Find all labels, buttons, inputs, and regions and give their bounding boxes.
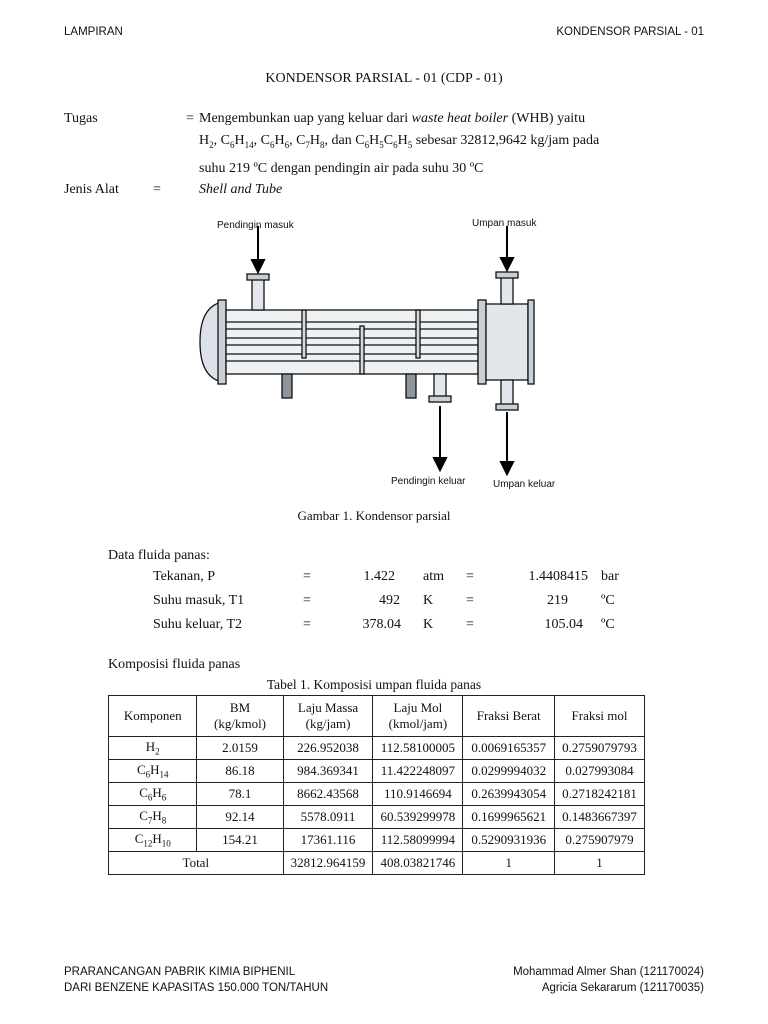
tugas-line1	[199, 111, 585, 127]
label-coolant-in: Pendingin masuk	[217, 220, 294, 231]
hot-row-0-name: Tekanan, P	[153, 569, 216, 584]
cell-fb: 0.0299994032	[463, 760, 555, 783]
col-laju-mol: Laju Mol (kmol/jam)	[373, 696, 463, 737]
cell-mass: 5578.0911	[283, 806, 373, 829]
table-row	[109, 829, 645, 852]
table-total-row	[109, 852, 645, 875]
table-row	[109, 806, 645, 829]
jenis-label: Jenis Alat	[64, 182, 119, 197]
footer-left-2: DARI BENZENE KAPASITAS 150.000 TON/TAHUN	[64, 982, 329, 994]
tugas-line1-italic: waste heat boiler	[411, 111, 509, 126]
col-laju-massa: Laju Massa (kg/jam)	[283, 696, 373, 737]
col-bm: BM (kg/kmol)	[197, 696, 283, 737]
hot-row-1-eq1: =	[303, 593, 311, 608]
cell-mass: 8662.43568	[283, 783, 373, 806]
hot-row-0-v1: 1.422	[363, 569, 395, 584]
jenis-eq: =	[153, 182, 161, 197]
cell-bm: 154.21	[197, 829, 283, 852]
hot-row-1-u2: ºC	[601, 593, 615, 608]
cell-fm: 0.2718242181	[555, 783, 645, 806]
composition-table	[108, 695, 645, 875]
composition-heading: Komposisi fluida panas	[108, 657, 241, 672]
cell-mol: 60.539299978	[373, 806, 463, 829]
hot-row-2-v2: 105.04	[544, 617, 583, 632]
hot-row-0-u1: atm	[423, 569, 444, 584]
cell-fm: 0.027993084	[555, 760, 645, 783]
tugas-line3: suhu 219 ºC dengan pendingin air pada suhu 30 ºC	[199, 161, 484, 176]
cell-bm: 92.14	[197, 806, 283, 829]
condenser-diagram	[190, 212, 580, 497]
hot-row-2-u2: ºC	[601, 617, 615, 632]
footer-right-1: Mohammad Almer Shan (121170024)	[513, 966, 704, 978]
cell-mass: 226.952038	[283, 737, 373, 760]
cell-total-fm: 1	[555, 852, 645, 875]
cell-bm: 78.1	[197, 783, 283, 806]
cell-fm: 0.275907979	[555, 829, 645, 852]
cell-mol: 112.58100005	[373, 737, 463, 760]
cell-komponen: $H_2$	[109, 737, 197, 760]
hot-row-1-name: Suhu masuk, T1	[153, 593, 245, 608]
hot-row-1-eq2: =	[466, 593, 474, 608]
cell-total-mass: 32812.964159	[283, 852, 373, 875]
hot-row-2-u1: K	[423, 617, 434, 632]
col-fraksi-mol: Fraksi mol	[555, 696, 645, 737]
cell-fb: 0.1699965621	[463, 806, 555, 829]
figure-caption: Gambar 1. Kondensor parsial	[297, 508, 451, 523]
jenis-value: Shell and Tube	[199, 182, 283, 197]
hot-row-1-v2: 219	[547, 593, 568, 608]
cell-total-fb: 1	[463, 852, 555, 875]
hot-row-0-eq1: =	[303, 569, 311, 584]
label-feed-out: Umpan keluar	[493, 479, 556, 490]
cell-mol: 11.422248097	[373, 760, 463, 783]
footer-right-2: Agricia Sekararum (121170035)	[541, 982, 704, 994]
header-left: LAMPIRAN	[64, 26, 123, 38]
tugas-line1-pre: Mengembunkan uap yang keluar dari	[199, 111, 412, 126]
cell-komponen: $C_{12}H_{10}$	[109, 829, 197, 852]
cell-komponen: $C_6H_6$	[109, 783, 197, 806]
table-title: Tabel 1. Komposisi umpan fluida panas	[266, 677, 482, 692]
table-row	[109, 783, 645, 806]
tugas-eq: =	[186, 111, 194, 126]
cell-fb: 0.0069165357	[463, 737, 555, 760]
cell-mass: 17361.116	[283, 829, 373, 852]
cell-total-mol: 408.03821746	[373, 852, 463, 875]
col-komponen: Komponen	[109, 696, 197, 737]
cell-fm: 0.1483667397	[555, 806, 645, 829]
hot-row-0-v2: 1.4408415	[528, 569, 588, 584]
cell-fm: 0.2759079793	[555, 737, 645, 760]
hot-row-2-eq1: =	[303, 617, 311, 632]
cell-komponen: $C_6H_{14}$	[109, 760, 197, 783]
tugas-line2-rest: sebesar 32812,9642 kg/jam pada	[412, 133, 600, 148]
label-feed-in: Umpan masuk	[472, 218, 537, 229]
hot-row-1-v1: 492	[379, 593, 400, 608]
cell-fb: 0.5290931936	[463, 829, 555, 852]
page-title: KONDENSOR PARSIAL - 01 (CDP - 01)	[265, 71, 503, 86]
hot-row-2-name: Suhu keluar, T2	[153, 617, 243, 632]
hot-row-1-u1: K	[423, 593, 434, 608]
hot-row-0-u2: bar	[601, 569, 619, 584]
cell-total-label: Total	[109, 852, 284, 875]
cell-mol: 110.9146694	[373, 783, 463, 806]
hot-row-2-v1: 378.04	[362, 617, 401, 632]
footer-left-1: PRARANCANGAN PABRIK KIMIA BIPHENIL	[64, 966, 296, 978]
hot-row-0-eq2: =	[466, 569, 474, 584]
tugas-line2: $H_2$, $C_6H_{14}$, $C_6H_6$, $C_7H_8$, dan $C_6H_5C_6H_5$ sebesar 32812,9642 kg/jam pada	[199, 133, 600, 150]
tugas-line1-post: (WHB) yaitu	[508, 111, 586, 126]
cell-bm: 2.0159	[197, 737, 283, 760]
cell-mol: 112.58099994	[373, 829, 463, 852]
table-row	[109, 760, 645, 783]
cell-fb: 0.2639943054	[463, 783, 555, 806]
cell-bm: 86.18	[197, 760, 283, 783]
tugas-label: Tugas	[64, 111, 98, 126]
label-coolant-out: Pendingin keluar	[391, 476, 466, 487]
header-right: KONDENSOR PARSIAL - 01	[556, 26, 704, 38]
cell-komponen: $C_7H_8$	[109, 806, 197, 829]
cell-mass: 984.369341	[283, 760, 373, 783]
table-row	[109, 737, 645, 760]
hot-row-2-eq2: =	[466, 617, 474, 632]
col-fraksi-berat: Fraksi Berat	[463, 696, 555, 737]
table-header-row	[109, 696, 645, 737]
hot-fluid-heading: Data fluida panas:	[108, 548, 210, 563]
